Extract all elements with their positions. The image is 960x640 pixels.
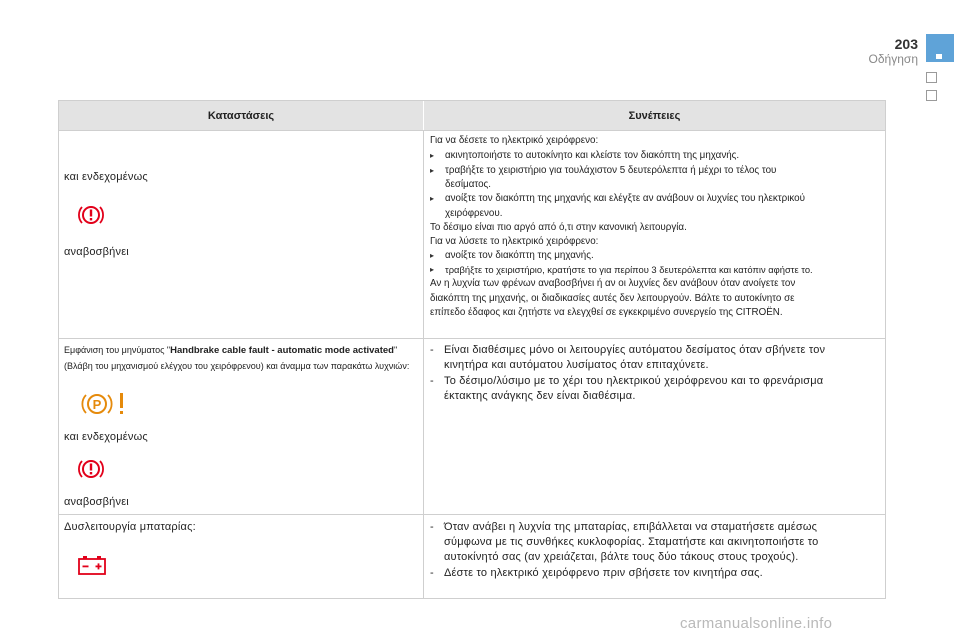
chapter-tab bbox=[926, 90, 937, 101]
row-condition bbox=[59, 339, 424, 514]
consequence-line: επίπεδο έδαφος και ζητήστε να ελεγχθεί σε εγκεκριμένο συνεργείο της CITROËN. bbox=[430, 307, 783, 318]
consequence-line: Είναι διαθέσιμες μόνο οι λειτουργίες αυτόματου δεσίματος όταν σβήνετε τον bbox=[444, 344, 826, 356]
consequence-line: ακινητοποιήστε το αυτοκίνητο και κλείστε τον διακόπτη της μηχανής. bbox=[445, 150, 740, 161]
consequence-line: διακόπτη της μηχανής, οι διαδικασίες αυτές δεν λειτουργούν. Βάλτε το αυτοκίνητο σε bbox=[430, 293, 795, 304]
bullet-icon: ▸ bbox=[430, 265, 435, 274]
table-row bbox=[59, 339, 885, 515]
table-header bbox=[59, 101, 885, 131]
row-consequence bbox=[424, 339, 885, 514]
bullet-icon: ▸ bbox=[430, 151, 435, 160]
dash-mark: - bbox=[430, 567, 434, 579]
park-brake-fault-icon bbox=[77, 391, 137, 417]
consequence-line: Το δέσιμο/λύσιμο με το χέρι του ηλεκτρικού χειρόφρενου και το φρενάρισμα bbox=[444, 375, 824, 387]
consequence-line: Για να δέσετε το ηλεκτρικό χειρόφρενο: bbox=[430, 135, 599, 146]
table-row bbox=[59, 515, 885, 598]
consequence-line: Αν η λυχνία των φρένων αναβοσβήνει ή αν οι λυχνίες δεν ανάβουν όταν ανοίγετε τον bbox=[430, 278, 796, 289]
bullet-icon: ▸ bbox=[430, 194, 435, 203]
message-text: Εμφάνιση του μηνύματος "Handbrake cable fault - automatic mode activated" bbox=[64, 345, 398, 356]
brake-warning-icon bbox=[77, 457, 105, 481]
consequence-line: Δέστε το ηλεκτρικό χειρόφρενο πριν σβήσετε τον κινητήρα σας. bbox=[444, 567, 763, 579]
watermark: carmanualsonline.info bbox=[680, 615, 833, 632]
chapter-tab bbox=[926, 72, 937, 83]
consequence-line: κινητήρα και αυτόματου λυσίματος όταν επιταχύνετε. bbox=[444, 359, 709, 371]
section-title: Οδήγηση bbox=[868, 52, 918, 66]
chapter-tab-active bbox=[926, 34, 954, 62]
consequence-line: δεσίματος. bbox=[445, 179, 491, 190]
condition-text: Δυσλειτουργία μπαταρίας: bbox=[64, 521, 196, 533]
row-condition bbox=[59, 131, 424, 338]
consequence-line: έκτακτης ανάγκης δεν είναι διαθέσιμα. bbox=[444, 390, 636, 402]
dash-mark: - bbox=[430, 344, 434, 356]
consequence-line: ανοίξτε τον διακόπτη της μηχανής και ελέγξτε αν ανάβουν οι λυχνίες του ηλεκτρικού bbox=[445, 193, 805, 204]
consequence-line: χειρόφρενου. bbox=[445, 208, 503, 219]
row-consequence bbox=[424, 515, 885, 598]
table-row bbox=[59, 131, 885, 339]
bullet-icon: ▸ bbox=[430, 166, 435, 175]
consequence-line: σύμφωνα με τις συνθήκες κυκλοφορίας. Σταματήστε και ακινητοποιήστε το bbox=[444, 536, 819, 548]
row-consequence bbox=[424, 131, 885, 338]
dash-mark: - bbox=[430, 375, 434, 387]
warnings-table bbox=[58, 100, 886, 599]
condition-text: και ενδεχομένως bbox=[64, 431, 148, 443]
header-consequences: Συνέπειες bbox=[628, 109, 681, 122]
condition-text: αναβοσβήνει bbox=[64, 246, 129, 258]
consequence-line: τραβήξτε το χειριστήριο για τουλάχιστον 5 δευτερόλεπτα ή μέχρι το τέλος του bbox=[445, 165, 777, 176]
consequence-line: Όταν ανάβει η λυχνία της μπαταρίας, επιβάλλεται να σταματήσετε αμέσως bbox=[444, 521, 818, 533]
condition-text: αναβοσβήνει bbox=[64, 496, 129, 508]
bullet-icon: ▸ bbox=[430, 251, 435, 260]
consequence-line: Για να λύσετε το ηλεκτρικό χειρόφρενο: bbox=[430, 236, 599, 247]
message-text: (Βλάβη του μηχανισμού ελέγχου του χειρόφρενου) και άναμμα των παρακάτω λυχνιών: bbox=[64, 361, 410, 371]
brake-warning-icon bbox=[77, 203, 105, 227]
consequence-line: αυτοκίνητό σας (αν χρειάζεται, βάλτε τους δύο τάκους στους τροχούς). bbox=[444, 551, 799, 563]
dash-mark: - bbox=[430, 521, 434, 533]
row-condition bbox=[59, 515, 424, 598]
svg-text:P: P bbox=[92, 397, 102, 412]
header-conditions: Καταστάσεις bbox=[59, 101, 424, 130]
page-number: 203 bbox=[894, 36, 918, 52]
consequence-line: τραβήξτε το χειριστήριο, κρατήστε το για περίπου 3 δευτερόλεπτα και κατόπιν αφήστε το. bbox=[445, 264, 813, 275]
condition-text: και ενδεχομένως bbox=[64, 171, 148, 183]
consequence-line: ανοίξτε τον διακόπτη της μηχανής. bbox=[445, 250, 594, 261]
consequence-line: Το δέσιμο είναι πιο αργό από ό,τι στην κανονική λειτουργία. bbox=[430, 222, 687, 233]
battery-icon bbox=[76, 554, 108, 576]
